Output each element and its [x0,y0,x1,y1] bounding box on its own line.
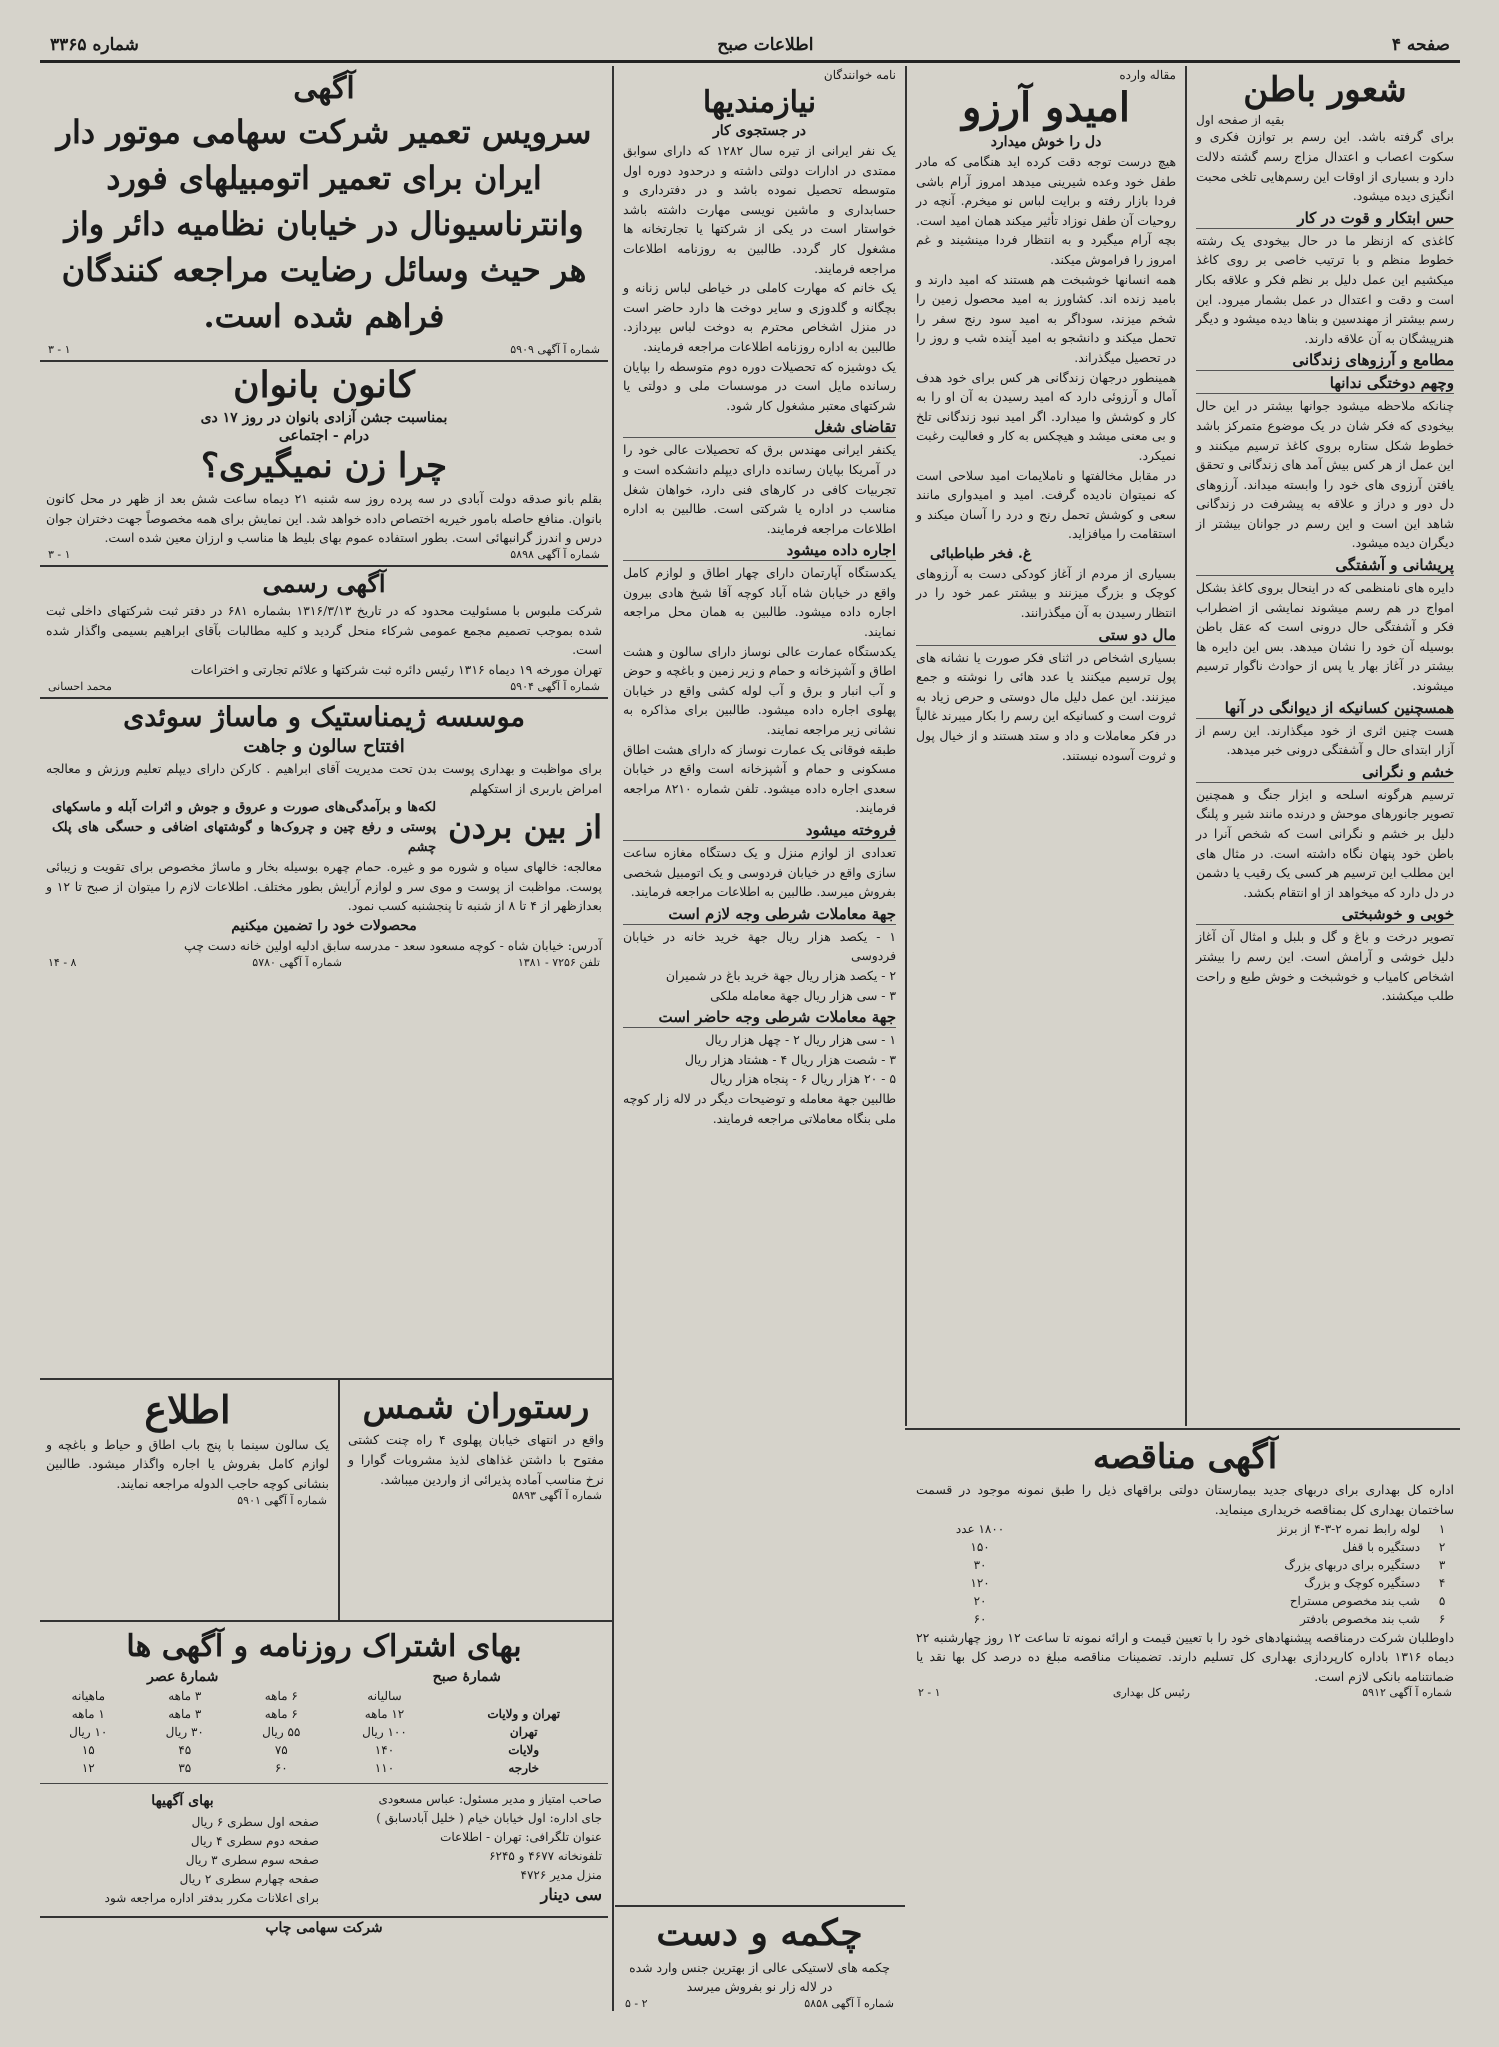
paragraph: چنانکه ملاحظه میشود جوانها بیشتر در این حال بیخودی که فکر شان در یک موضوع متمرکز باشد خطوط شکل ستاره بروی کاغذ ترسیم میکنند و این عمل از هر کس بیش آمد های زندگانی و تحقق یافتن آرزوی های خود را وابسته میداند. آرزوهای دل دور و دراز و علاقه به پیشرفت در زندگانی شاهد این است و این رسم در جوانان بیشتر از دیگران دیده میشود. [1196,398,1454,551]
paragraph: اداره کل بهداری برای دربهای جدید بیمارستان دولتی براقهای ذیل را طبق نمونه موجود در قسمت ساختمان بهداری کل بمناقصه خریداری مینماید. [916,1482,1454,1517]
paragraph: یک سالون سینما با پنج باب اطاق و حیاط و باغچه و لوازم کامل بفروش یا اجاره واگذار میشود. طالبین بنشانی کوچه حاجب الدوله مراجعه نمایند. [46,1436,329,1491]
table-cell: ۳ ماهه [168,1707,202,1721]
ad-footer [40,956,608,969]
page-number: صفحه ۴ [1391,35,1450,55]
list-item: ۱ - یکصد هزار ریال جهة خرید خانه در خیابان فردوسی [623,928,896,964]
section-heading: جهة معاملات شرطی وجه لازم است [623,905,896,925]
table-cell: ۱۲ ماهه [364,1707,405,1721]
table-cell: ۱۰۰ ریال [362,1725,407,1739]
table-cell: دستگیره با قفل [1342,1539,1421,1554]
article-hope [910,68,1182,1423]
paragraph: در مقابل مخالفتها و ناملایمات امید سلاحی است که نمیتوان نادیده گرفت. امید و امیدواری مانند سعی و کوشش تحمل رنج و درد را آسان میکند و استقامت را میافزاید. [916,467,1176,542]
ad-price-row: صفحه دوم سطری ۴ ریال [190,1834,319,1848]
table-cell: ۱۲ [81,1761,95,1775]
table-cell: لوله رابط نمره ۲-۳-۴ از برنز [1277,1521,1421,1536]
subscription-box [40,1626,608,2026]
table-row [40,1741,608,1759]
tender-items-table [910,1520,1460,1628]
gym-big-heading: از بین بردن [448,808,602,847]
column-rule [1185,66,1187,1426]
list-item: ۱ - سی هزار ریال ۲ - چهل هزار ریال [705,1032,896,1048]
ad-code: ۱ - ۳ [48,547,71,561]
ad-text: چکمه های لاستیکی عالی از بهترین جنس وارد شده در لاله زار نو بفروش میرسد [629,1959,890,1995]
article-subtitle: دل را خوش میدارد [990,134,1102,150]
edition-evening: شمارهٔ عصر [147,1669,219,1685]
paragraph: برای مواظبت و بهداری پوست بدن تحت مدیریت آقای ابراهیم . کارکن دارای دیپلم تعلیم ورزش و معالجه امراض باربری از استکهلم [46,761,602,796]
ad-phone: تلفن ۷۲۵۶ - ۱۳۸۱ [517,955,600,969]
table-header: ۳ ماهه [168,1689,202,1703]
list-item: ۵ - ۲۰ هزار ریال ۶ - پنجاه هزار ریال [710,1071,896,1087]
play-title: چرا زن نمیگیری؟ [200,445,448,486]
table-cell: ۴۵ [178,1743,192,1757]
ad-footer [40,343,608,362]
paragraph: یک دوشیزه که تحصیلات دوره دوم متوسطه را بپایان رسانده مایل است در موسسات ملی و دولتی یا شرکتهای معتبر مشغول کار شود. [623,358,896,413]
article-title: امیدو آرزو [962,84,1130,131]
ad-code: ۸ - ۱۴ [48,955,77,969]
ad-title: چکمه و دست [656,1912,863,1954]
table-cell: ۲ [1438,1539,1446,1554]
table-cell: ۱۵ [81,1743,95,1757]
gym-feature-row [40,798,608,857]
gym-treatments: لکه‌ها و برآمدگی‌های صورت و عروق و جوش و اثرات آبله و ماسکهای پوستی و رفع چین و چروک‌ها و گوشتهای اضافی و حسگی های پلک چشم [52,800,437,855]
ad-number: شماره آ آگهی ۵۸۵۸ [804,1996,894,2010]
paragraph: یکنفر ایرانی مهندس برق که تحصیلات عالی خود را در آمریکا بپایان رسانده دارای دیپلم دانشکده است و تجربیات کافی در کارهای فنی دارد، خواهان شغل مناسب در اداره یا شرکتی است. طالبین به اداره اطلاعات مراجعه فرمایند. [623,442,896,536]
table-cell: ۳۰ [973,1557,987,1572]
classifieds [617,68,902,1898]
ad-footer [40,1494,335,1507]
paragraph: بسیاری اشخاص در اثنای فکر صورت یا نشانه های پول ترسیم میکنند یا عدد هائی را نوشته و جمع میزنند. این عمل دلیل مال دوستی و حرص زیاد به ثروت است و کسانیکه این رسم را بکار میبرند غالباً در فکر معاملات و داد و ستد هستند و از خیال پول و ثروت آسوده نیستند. [916,649,1176,763]
table-row [910,1610,1460,1628]
ad-number: شماره آ آگهی ۵۸۹۸ [510,547,600,561]
paragraph: طالبین جهة معامله و توضیحات دیگر در لاله زار کوچه ملی بنگاه معاملاتی مراجعه فرمایند. [623,1090,896,1126]
section-rule [905,1428,1460,1430]
paragraph: یک نفر ایرانی از تیره سال ۱۲۸۲ که دارای سوابق ممتدی در ادارات دولتی داشته و درحدود دوره اول متوسطه تحصیل نموده باشد و در دفترداری و حسابداری و ماشین نویسی مهارت داشته باشد خواستار است در یکی از شرکتها یا تجارتخانه ها مشغول کار گردد. طالبین به روزنامه اطلاعات مراجعه فرمایند. [623,143,896,276]
press-name: شرکت سهامی چاپ [40,1916,608,1936]
paragraph: تعدادی از لوازم منزل و یک دستگاه مغازه ساعت سازی واقع در خیابان فردوسی و یک اتومبیل شخصی بفروش میرسد. طالبین به اطلاعات مراجعه فرمایند. [623,845,896,900]
author-signature: غ. فخر طباطبائی [930,545,1032,562]
table-cell: ۱۲۰ [970,1575,990,1590]
paragraph: یک خانم که مهارت کاملی در خیاطی لباس زنانه و بچگانه و گلدوزی و سایر دوخت ها دارد حاضر است در منزل اشخاص محترم به دوخت لباس بپردازد. طالبین به اداره روزنامه اطلاعات مراجعه فرمایند. [623,280,896,354]
paragraph: ترسیم هرگونه اسلحه و ابزار جنگ و همچنین تصویر جانورهای موحش و درنده مانند شیر و پلنگ دلیل بر خشم و نگرانی است که شخص آنرا در باطن خود پنهان نگاه داشته است. در مثال های این مطلب این ترسیم هر کسی یک رقیب یا دشمن در دل دارد که میخواهد از او انتقام بکشد. [1196,786,1454,900]
paragraph: هست چنین اثری از خود میگذارند. این رسم از آزار ابتدای حال و آشفتگی درونی خبر میدهد. [1196,722,1454,758]
list-item: ۳ - سی هزار ریال جهة معامله ملکی [710,987,896,1003]
paragraph: همینطور درجهان زندگانی هر کس برای خود هدف آمال و آرزوئی دارد که امید رسیدن به آن او را به کار و کوشش وا میدارد. اگر امید نبود زندگانی تلخ و بی معنی میشد و هیچکس به کار و فعالیت رغبت نمیکرد. [916,369,1176,463]
row-label: تهران و ولایات [487,1707,561,1721]
ad-subtitle: درام - اجتماعی [278,427,370,444]
ad-price-row: صفحه چهارم سطری ۲ ریال [179,1872,319,1886]
ad-subtitle: افتتاح سالون و جاهت [243,736,405,758]
ad-prices [46,1790,319,1908]
page-header [40,30,1460,63]
section-heading: فروخته میشود [623,821,896,841]
ads-column [40,68,608,1378]
paragraph: داوطلبان شرکت درمناقصه پیشنهادهای خود را با تعیین قیمت و ارائه نمونه تا ساعت ۱۲ روز چهارشنبه ۲۲ دیماه ۱۳۱۶ باداره کارپردازی بهداری کل تسلیم دارند. تضمینات مناقصه مبلغ ده درصد کل بها نقد یا ضمانتنامه بانکی لازم است. [916,1629,1455,1684]
edition-morning: شمارهٔ صبح [432,1669,501,1685]
table-header: ۶ ماهه [264,1689,298,1703]
paragraph: تهران مورخه ۱۹ دیماه ۱۳۱۶ رئیس دائره ثبت شرکتها و علائم تجارتی و اختراعات [190,661,602,677]
paragraph: یکدستگاه عمارت عالی نوساز دارای سالون و هشت اطاق و آشپزخانه و حمام و زیر زمین و باغچه و حوض و آب انبار و برق و آب لوله کشی واقع در خیابان پهلوی اجاره داده میشود. طالبین برای مذاکره به نشانی زیر مراجعه نمایند. [623,643,896,738]
table-cell: شب بند مخصوص مستراح [1289,1593,1421,1608]
paragraph: هیچ درست توجه دقت کرده اید هنگامی که مادر طفل خود وعده شیرینی میدهد امروز آرام باشی فردا بازار رفته و برایت لباس نو میخرم. آنچه در روحیات آن طفل نوزاد تأثیر میکند همان امید است. بچه آرام میگیرد و به انتظار فردا مینشیند و غم امروز را فراموش میکند. [916,154,1176,267]
notice-signature: رئیس کل بهداری [1112,1686,1190,1700]
ad-code: ۲ - ۵ [625,1996,648,2010]
notice-title: آگهی مناقصه [1092,1437,1278,1477]
table-row [910,1556,1460,1574]
section-rule [40,1620,612,1622]
subscription-editions [40,1667,608,1687]
column-rule [612,66,614,2011]
ad-subtitle: محصولات خود را تضمین میکنیم [231,917,417,934]
ad-number: شماره آ آگهی ۵۹۰۹ [510,343,600,356]
table-header: ماهیانه [71,1689,105,1703]
table-cell: ۱۱۰ [374,1761,395,1775]
table-cell: ۱۸۰۰ عدد [955,1521,1005,1536]
section-heading: جهة معاملات شرطی وجه حاضر است [623,1008,896,1028]
manager-phone: منزل مدیر ۴۷۲۶ [520,1868,602,1882]
table-cell: ۴ [1438,1575,1446,1590]
paragraph: واقع در انتهای خیابان پهلوی ۴ راه چنت کشتی مفتوح با داشتن غذاهای لذیذ مشروبات گوارا و نرخ مناسب آماده پذیرائی از واردین میباشد. [348,1432,605,1487]
list-item: ۳ - شصت هزار ریال ۴ - هشتاد هزار ریال [684,1051,896,1067]
table-cell: ۷۵ [274,1743,288,1757]
table-header: سالیانه [367,1689,402,1703]
ad-title: رستوران شمس [362,1387,590,1427]
notice-footer [910,1686,1460,1699]
table-row [40,1723,608,1741]
table-cell: ۶ ماهه [264,1707,298,1721]
table-cell: ۶ [1438,1611,1446,1626]
article-subconscious [1190,68,1460,1423]
continued-note: بقیه از صفحه اول [1196,113,1285,128]
table-row [910,1538,1460,1556]
article-title: شعور باطن [1243,70,1407,110]
ad-price-row: صفحه سوم سطری ۳ ریال [185,1853,319,1867]
ad-signature: محمد احسانی [48,679,112,693]
ad-prices-title: بهای آگهیها [151,1793,214,1809]
ads-note: برای اعلانات مکرر بدفتر اداره مراجعه شود [104,1891,319,1905]
ad-number: شماره آ آگهی ۵۹۰۴ [510,679,600,693]
paragraph: تصویر درخت و باغ و گل و بلبل و امثال آن آغاز دلیل خوشی و آرامش است. این رسم را بیشتر اشخاص کامیاب و خوشبخت و خوش طبع و راحت طلب میکشند. [1196,929,1454,1004]
ad-footer [617,1997,902,2010]
ad-footer [40,680,608,699]
table-cell: ۶۰ [274,1761,288,1775]
paragraph: همه انسانها خوشبخت هم هستند که امید دارند و بامید زنده اند. کشاورز به امید محصول زمین را شخم میزند، سوداگر به امید سود رنج سفر را تحمل میکند و دانشجو به امید آینده شب و روز را در تحصیل میگذراند. [916,271,1176,365]
table-cell: ۳۰ ریال [165,1725,204,1739]
paper-name: اطلاعات صبح [717,35,814,55]
section-heading: خوبی و خوشبختی [1196,905,1454,925]
paragraph: طبقه فوقانی یک عمارت نوساز که دارای هشت اطاق مسکونی و حمام و آشپزخانه است واقع در خیابان سعدی اجاره داده میشود. تلفن شماره ۸۲۱۰ مراجعه فرمایند. [623,741,896,816]
table-cell: ۳ [1438,1557,1446,1572]
table-row [40,1759,608,1777]
ad-title: اطلاع [144,1387,231,1432]
ad-code: ۱ - ۳ [48,343,71,356]
table-row [910,1574,1460,1592]
ad-number: شماره آ آگهی ۵۷۸۰ [252,955,343,969]
paragraph: یکدستگاه آپارتمان دارای چهار اطاق و لوازم کامل واقع در خیابان شاه آباد کوچه آقا شیخ هادی بیرون اجاره داده میشود. طالبین به همان محل مراجعه نمایند. [623,565,896,640]
row-label: خارجه [508,1761,540,1775]
ad-subtitle: بمناسبت جشن آزادی بانوان در روز ۱۷ دی [200,409,448,426]
table-cell: دستگیره کوچک و بزرگ [1304,1575,1421,1590]
section-heading: حس ابتکار و قوت در کار [1196,209,1454,229]
ad-title: آگهی رسمی [262,568,386,598]
section-heading: تقاضای شغل [623,418,896,438]
section-heading: مطامع و آرزوهای زندگانی [1196,351,1454,371]
restaurant-ad [342,1385,610,1615]
column-rule [905,66,907,1426]
issue-number: شماره ۳۳۶۵ [50,35,139,55]
table-cell: ۵۵ ریال [262,1725,301,1739]
ad-body-large: سرویس تعمیر شرکت سهامی موتور دار ایران برای تعمیر اتومبیلهای فورد وانترناسیونال در خیابان نظامیه دائر واز هر حیث وسائل رضایت مراجعه کنندگان فراهم شده است. [56,113,592,335]
article-tag: مقاله وارده [1119,68,1176,82]
tender-notice [910,1435,1460,1735]
table-cell: ۵ [1438,1593,1446,1608]
table-cell: ۱۰ ریال [69,1725,108,1739]
notice-code: ۱ - ۲ [918,1686,941,1700]
paragraph: شرکت ملبوس با مسئولیت محدود که در تاریخ ۱۳۱۶/۳/۱۳ بشماره ۶۸۱ در دفتر ثبت شرکتهای داخلی ثبت شده بموجب تصمیم مجمع عمومی شرکاء منحل گردید و کلیه مطالبات بآقای ابراهیم بسیمی واگذار شده است. [46,603,602,658]
paragraph: کاغذی که ازنظر ما در حال بیخودی یک رشته خطوط منظم و با ترتیب خاصی بر روی کاغذ میکشیم این عمل دلیل بر نظم فکر و علاقه بکار است و دقت و اعتدال در عمل بشمار میرود. این رسم بیشتر از مهندسین و بناها دیده میشود و دیگر هنرپیشگان به آن علاقه دارند. [1196,232,1454,346]
table-row [910,1592,1460,1610]
list-item: ۲ - یکصد هزار ریال جهة خرید باغ در شمیران [665,967,896,983]
paragraph: برای گرفته باشد. این رسم بر توازن فکری و سکوت اعصاب و اعتدال مزاج رسم گشته دلالت دارد و بسیاری از اوقات این رسم‌هایی تلخی محبت انگیزی دیده میشود. [1196,129,1454,204]
table-cell: شب بند مخصوص بادفتر [1299,1611,1421,1626]
ad-price-row: صفحه اول سطری ۶ ریال [191,1815,319,1829]
classifieds-subtitle: در جستجوی کار [712,123,807,139]
table-cell: ۱۵۰ [970,1539,990,1554]
paragraph: دایره های نامنظمی که در اینحال بروی کاغذ بشکل امواج در هم رسم میشوند نمایشی از اضطراب فکر و آشفتگی حال درونی است که عقل باطن بوسیله آن خود را نشان میدهد. بس این دایره ها بیشتر در آغاز بهار یا پس از حوادث ناگوار ترسیم میشوند. [1196,580,1454,694]
table-row [40,1705,608,1723]
section-heading: اجاره داده میشود [623,541,896,561]
ad-footer [342,1489,610,1502]
ad-address: آدرس: خیابان شاه - کوچه مسعود سعد - مدرسه سابق ادلیه اولین خانه دست چپ [184,937,602,953]
cinema-ad [40,1385,335,1615]
ad-number: شماره آ آگهی ۵۹۰۱ [237,1493,327,1507]
section-heading: پریشانی و آشفتگی [1196,556,1454,576]
column-rule [338,1380,340,1620]
table-cell: دستگیره برای دربهای بزرگ [1284,1557,1421,1572]
section-heading: وچهم دوختگی ندانها [1196,374,1454,394]
table-cell: ۶۰ [973,1611,987,1626]
table-cell: ۲۰ [973,1593,987,1608]
subscription-title: بهای اشتراک روزنامه و آگهی ها [126,1629,522,1664]
table-cell: ۳۵ [178,1761,192,1775]
paragraph: معالجه: خالهای سیاه و شوره مو و غیره. حمام چهره بوسیله بخار و ماساژ مخصوص برای تقویت و زیبائی پوست. مواظبت از پوست و موی سر و لوازم آرایش بطور مختلف. اطلاعات لازم را میتوان از صبح تا ۱۲ و بعدازظهر از ۴ تا ۸ از شنبه تا پنجشنبه کسب نمود. [46,859,602,914]
owner: صاحب امتیاز و مدیر مسئول: عباس مسعودی [378,1792,602,1806]
boots-ad [617,1910,902,2010]
notice-number: شماره آ آگهی ۵۹۱۲ [1362,1686,1452,1700]
table-cell: ۱۴۰ [374,1743,395,1757]
column-tag: نامه خوانندگان [823,68,896,82]
subscription-table [40,1687,608,1777]
ad-number: شماره آ آگهی ۵۸۹۳ [512,1489,602,1503]
section-heading: خشم و نگرانی [1196,763,1454,783]
address: جای اداره: اول خیابان خیام ( خلیل آبادسابق ) [376,1811,602,1825]
table-row [910,1520,1460,1538]
paragraph: بسیاری از مردم از آغاز کودکی دست به آرزوهای کوچک و بزرگ میزنند و بیشتر عمر خود را در انتظار رسیدن به آن میگذرانند. [916,565,1176,621]
section-heading: مال دو ستی [916,626,1176,646]
section-heading: همسچنین کسانیکه از دیوانگی در آنها [1196,699,1454,719]
classifieds-title: نیازمندیها [702,85,817,120]
single-price: سی دینار [540,1885,602,1904]
table-cell: ۱ ماهه [71,1707,105,1721]
row-label: تهران [509,1725,538,1739]
ad-title: موسسه ژیمناستیک و ماساژ سوئدی [123,701,525,733]
subscription-details [40,1783,608,1914]
table-header [439,1687,608,1705]
phones: تلفونخانه ۴۶۷۷ و ۶۲۴۵ [489,1849,602,1863]
ad-footer [40,548,608,567]
section-rule [40,1378,612,1380]
section-rule [615,1905,905,1907]
row-label: ولایات [508,1743,540,1757]
ad-title: آگهی [293,71,355,106]
paragraph: بقلم بانو صدقه دولت آبادی در سه پرده روز سه شنبه ۲۱ دیماه ساعت شش بعد از ظهر در محل کانون بانوان. منافع حاصله بامور خیریه اختصاص داده خواهد شد. این نمایش برای همه مخصوصاً جهت دختران جوان درس و اندرز گرانبهائی است. بطور استفاده عموم بهای بلیط ها مناسب و ارزان معین شده است. [46,490,602,546]
table-cell: ۱ [1438,1521,1446,1536]
telegram: عنوان تلگرافی: تهران - اطلاعات [440,1830,602,1844]
ad-title: کانون بانوان [233,364,415,406]
publisher-info [329,1790,602,1908]
